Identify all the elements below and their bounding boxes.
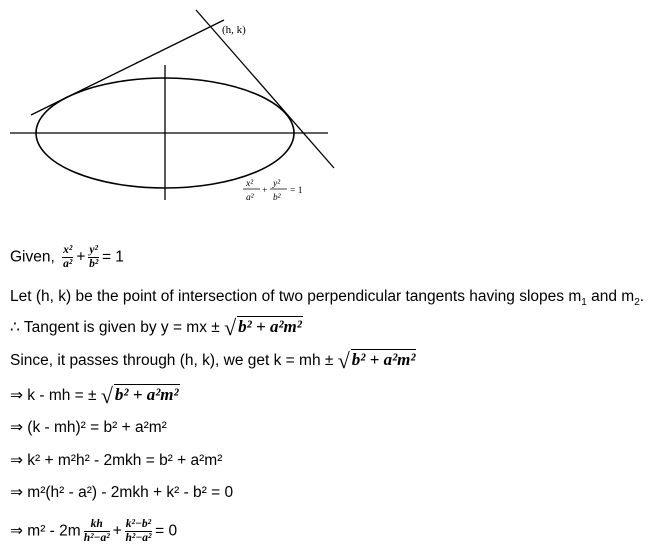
sqrt-expression-2	[337, 348, 417, 373]
eq-y-den: b²	[273, 193, 281, 203]
given-line: Given, $\frac{\text{x²}}{\text{a²}}$ + $\frac{\text{y²}}{\text{b²}}$ = 1	[10, 244, 124, 270]
y-fraction-den: b²	[89, 258, 99, 270]
step-1-text: ⇒ k - mh = ±	[10, 387, 97, 404]
step-5-rhs: = 0	[155, 522, 178, 540]
step-5	[10, 518, 177, 545]
x-fraction-num: x²	[63, 244, 73, 256]
intersection-statement	[10, 287, 644, 313]
step-3: ⇒ k² + m²h² - 2mkh = b² + a²m²	[10, 452, 223, 469]
step-5-plus: +	[112, 522, 122, 540]
point-label: (h, k)	[222, 24, 246, 36]
given-prefix: Given,	[10, 248, 55, 266]
tangent-line-2	[196, 10, 334, 168]
tangent-line-1	[31, 20, 224, 115]
figure-equation	[243, 179, 303, 203]
eq-rhs: = 1	[290, 186, 303, 196]
given-rhs: = 1	[101, 248, 124, 266]
kh-fraction-den: h²−a²	[83, 532, 110, 544]
passes-through-line	[10, 350, 416, 371]
kh-fraction-num: kh	[84, 518, 110, 532]
step-5-prefix: ⇒ m² - 2m	[10, 522, 81, 540]
kb-fraction-den: h²−a²	[125, 532, 152, 544]
passes-text: Since, it passes through (h, k), we get k = mh ±	[10, 352, 334, 369]
tangent-text: ∴ Tangent is given by y = mx ±	[10, 319, 220, 336]
step-1	[10, 385, 180, 406]
kb-fraction-num: k²−b²	[125, 518, 152, 530]
statement-and: and m	[586, 288, 635, 305]
y-fraction-num: y²	[89, 244, 98, 256]
ellipse-tangent-figure	[0, 0, 340, 215]
radical-sign: √	[337, 348, 350, 373]
eq-x-num: x²	[246, 179, 254, 189]
kh-fraction	[84, 518, 110, 545]
statement-text: Let (h, k) be the point of intersection of two perpendicular tangents having slopes m	[10, 288, 582, 305]
eq-plus: +	[262, 186, 268, 196]
y-fraction	[88, 244, 99, 271]
eq-y-num: y²	[273, 179, 281, 189]
slope-sub-2: 2	[634, 297, 640, 309]
eq-x-den: a²	[246, 193, 254, 203]
radicand: b² + a²m²	[238, 317, 302, 336]
step-4: ⇒ m²(h² - a²) - 2mkh + k² - b² = 0	[10, 484, 234, 501]
kb-fraction	[125, 518, 152, 545]
x-fraction-den: a²	[63, 258, 73, 270]
x-fraction	[62, 244, 73, 271]
statement-end: .	[639, 288, 645, 305]
radicand: b² + a²m²	[114, 385, 179, 404]
sqrt-expression-3	[100, 383, 180, 408]
radical-sign: √	[224, 315, 237, 340]
step-2: ⇒ (k - mh)² = b² + a²m²	[10, 419, 167, 436]
radical-sign: √	[100, 383, 113, 408]
sqrt-expression-1	[224, 315, 303, 340]
slope-sub-1: 1	[581, 297, 587, 309]
tangent-equation-line	[10, 317, 303, 338]
radicand: b² + a²m²	[351, 350, 416, 369]
